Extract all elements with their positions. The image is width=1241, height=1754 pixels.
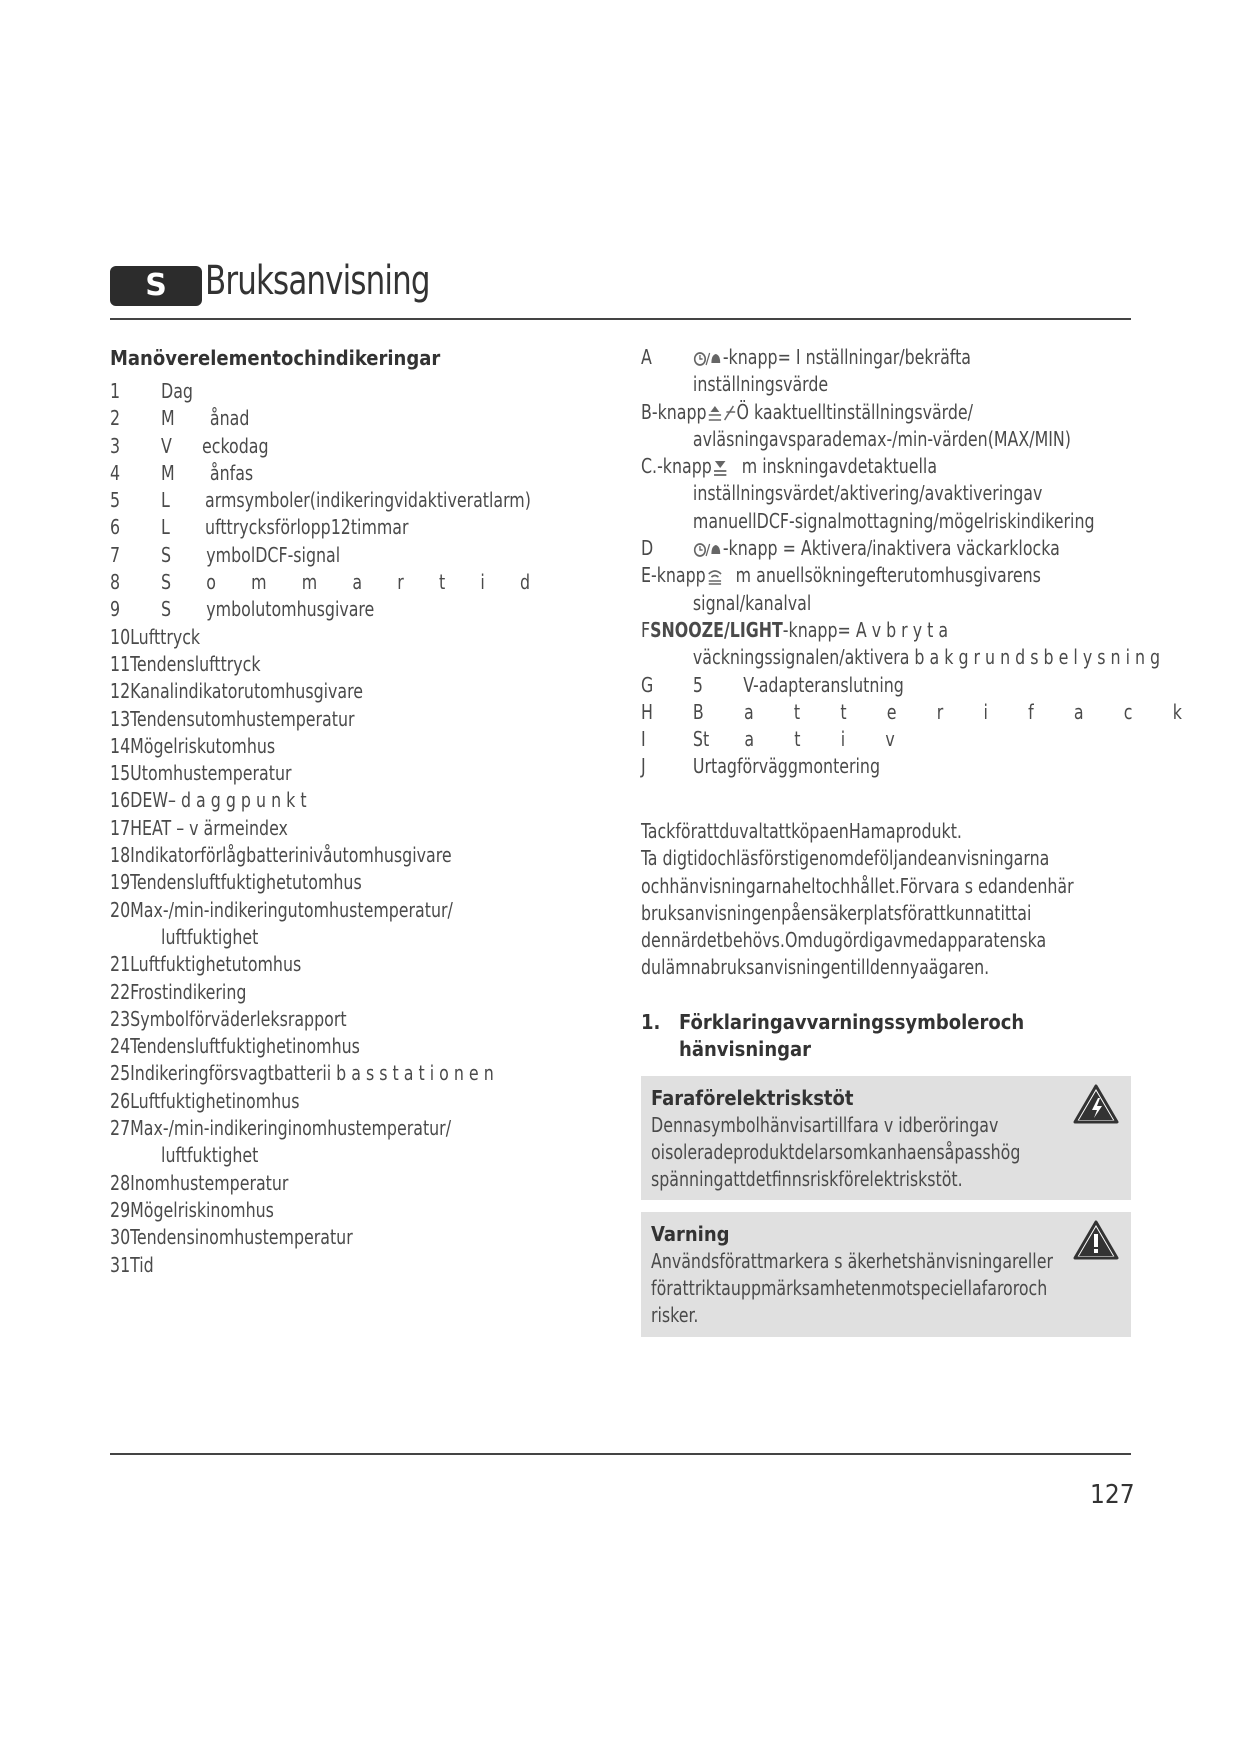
box-text-line: oisoleradeproduktdelarsomkanhaensåpasshög bbox=[651, 1140, 1021, 1164]
list-item: D -knapp = Aktivera/inaktivera väckarklocka bbox=[641, 536, 1060, 561]
clock-alarm-icon bbox=[693, 350, 723, 368]
section-heading: 1. Förklaringavvarningssymboleroch hänvisningar bbox=[641, 1010, 1025, 1061]
buttons-list bbox=[641, 346, 1201, 781]
controls-list bbox=[110, 346, 650, 1279]
list-item: 22Frostindikering bbox=[110, 979, 247, 1004]
list-item: signal/kanalval bbox=[692, 590, 812, 615]
paragraph-line: bruksanvisningenpåensäkerplatsförattkunnatittai bbox=[641, 900, 1032, 925]
list-item: avläsningavsparademax-/min-värden(MAX/MIN) bbox=[692, 426, 1071, 451]
list-item: 23Symbolförväderleksrapport bbox=[110, 1006, 347, 1031]
page-title: Bruksanvisning bbox=[205, 258, 430, 304]
page-number: 127 bbox=[1090, 1480, 1135, 1510]
warning-triangle-icon bbox=[1073, 1220, 1119, 1260]
list-item: inställningsvärde bbox=[692, 372, 829, 397]
list-item: G 5 V-adapteranslutning bbox=[641, 672, 904, 697]
list-item: J Urtagförväggmontering bbox=[641, 754, 881, 779]
intro-paragraph bbox=[641, 818, 1201, 982]
list-item: 16DEW– d a g g p u n k t bbox=[110, 788, 307, 813]
list-item: 20Max-/min-indikeringutomhustemperatur/ bbox=[110, 897, 453, 922]
box-text-line: förattriktauppmärksamhetenmotspeciellafaroroch bbox=[651, 1276, 1048, 1300]
list-item: 21Luftfuktighetutomhus bbox=[110, 952, 302, 977]
list-item: 24Tendensluftfuktighetinomhus bbox=[110, 1034, 360, 1059]
list-item: E-knapp m anuellsökningefterutomhusgivarens bbox=[641, 563, 1041, 588]
list-item: 2 M ånad bbox=[110, 406, 250, 431]
list-item: 7 S ymbolDCF-signal bbox=[110, 542, 341, 567]
electric-shock-warning-box bbox=[641, 1076, 1131, 1200]
top-divider bbox=[110, 318, 1131, 320]
list-item: inställningsvärdet/aktivering/avaktiveringav bbox=[692, 481, 1043, 506]
list-item: 5 L armsymboler(indikeringvidaktiveratlarm) bbox=[110, 488, 531, 513]
list-item: B-knapp Ö kaaktuelltinställningsvärde/ bbox=[641, 399, 974, 424]
list-item: FSNOOZE/LIGHT-knapp= A v b r y t a bbox=[641, 617, 949, 642]
list-item: 19Tendensluftfuktighetutomhus bbox=[110, 870, 362, 895]
up-arrow-icon bbox=[707, 404, 737, 422]
list-item: luftfuktighet bbox=[161, 924, 259, 949]
list-item: manuellDCF-signalmottagning/mögelriskindikering bbox=[692, 508, 1095, 533]
paragraph-line: Ta digtidochläsförstigenomdeföljandeanvisningarna bbox=[641, 846, 1050, 871]
down-arrow-icon bbox=[712, 459, 742, 477]
list-item: 12Kanalindikatorutomhusgivare bbox=[110, 679, 363, 704]
box-text-line: Dennasymbolhänvisartillfara v idberöringav bbox=[651, 1113, 999, 1137]
list-item: 1 Dag bbox=[110, 379, 193, 403]
controls-heading: Manöverelementochindikeringar bbox=[110, 346, 441, 370]
general-warning-box bbox=[641, 1212, 1131, 1337]
list-item: 18Indikatorförlågbatterinivåutomhusgivare bbox=[110, 843, 452, 868]
list-item: 10Lufttryck bbox=[110, 624, 201, 649]
box-text-line: risker. bbox=[651, 1303, 699, 1327]
list-item: väckningssignalen/aktivera b a k g r u n d s b e l y s n i n g bbox=[692, 645, 1161, 670]
list-item: 11Tendenslufttryck bbox=[110, 651, 261, 676]
list-item: 27Max-/min-indikeringinomhustemperatur/ bbox=[110, 1116, 452, 1141]
list-item: 14Mögelriskutomhus bbox=[110, 733, 276, 758]
bottom-divider bbox=[110, 1453, 1131, 1455]
language-badge: S bbox=[110, 266, 202, 306]
alarm-bell-icon bbox=[693, 541, 723, 559]
list-item: 3 V eckodag bbox=[110, 433, 269, 458]
list-item: 4 M ånfas bbox=[110, 460, 254, 485]
signal-icon bbox=[706, 568, 736, 586]
list-item: 26Luftfuktighetinomhus bbox=[110, 1088, 300, 1113]
box-text-line: spänningattdetfinnsriskförelektriskstöt. bbox=[651, 1167, 963, 1191]
list-item: I St a t i v bbox=[641, 727, 895, 752]
list-item: 28Inomhustemperatur bbox=[110, 1170, 289, 1195]
list-item: 30Tendensinomhustemperatur bbox=[110, 1225, 353, 1250]
list-item: 17HEAT – v ärmeindex bbox=[110, 815, 288, 840]
list-item: C.-knapp m inskningavdetaktuella bbox=[641, 454, 938, 479]
list-item: 15Utomhustemperatur bbox=[110, 761, 292, 786]
list-item: 25Indikeringförsvagtbatterii b a s s t a t i o n e n bbox=[110, 1061, 494, 1086]
list-item: A -knapp= I nställningar/bekräfta bbox=[641, 345, 971, 369]
list-item: 8 S o m m a r t i d bbox=[110, 570, 531, 595]
box-title: Faraförelektriskstöt bbox=[651, 1086, 854, 1110]
list-item: 29Mögelriskinomhus bbox=[110, 1197, 274, 1222]
box-title: Varning bbox=[651, 1222, 730, 1246]
list-item: 6 L ufttrycksförlopp12timmar bbox=[110, 515, 409, 540]
paragraph-line: ochhänvisningarnaheltochhållet.Förvara s edandenhär bbox=[641, 873, 1074, 898]
paragraph-line: dennärdetbehövs.Omdugördigavmedapparatenska bbox=[641, 928, 1047, 953]
paragraph-line: TackförattduvaltattköpaenHamaprodukt. bbox=[641, 819, 962, 843]
list-item: 31Tid bbox=[110, 1252, 154, 1277]
electric-hazard-icon bbox=[1073, 1084, 1119, 1124]
list-item: luftfuktighet bbox=[161, 1143, 259, 1168]
box-text-line: Användsförattmarkera s äkerhetshänvisningareller bbox=[651, 1249, 1053, 1273]
list-item: 13Tendensutomhustemperatur bbox=[110, 706, 355, 731]
list-item: H B a t t e r i f a c k bbox=[641, 699, 1182, 724]
paragraph-line: dulämnabruksanvisningentilldennyaägaren. bbox=[641, 955, 990, 980]
list-item: 9 S ymbolutomhusgivare bbox=[110, 597, 375, 622]
